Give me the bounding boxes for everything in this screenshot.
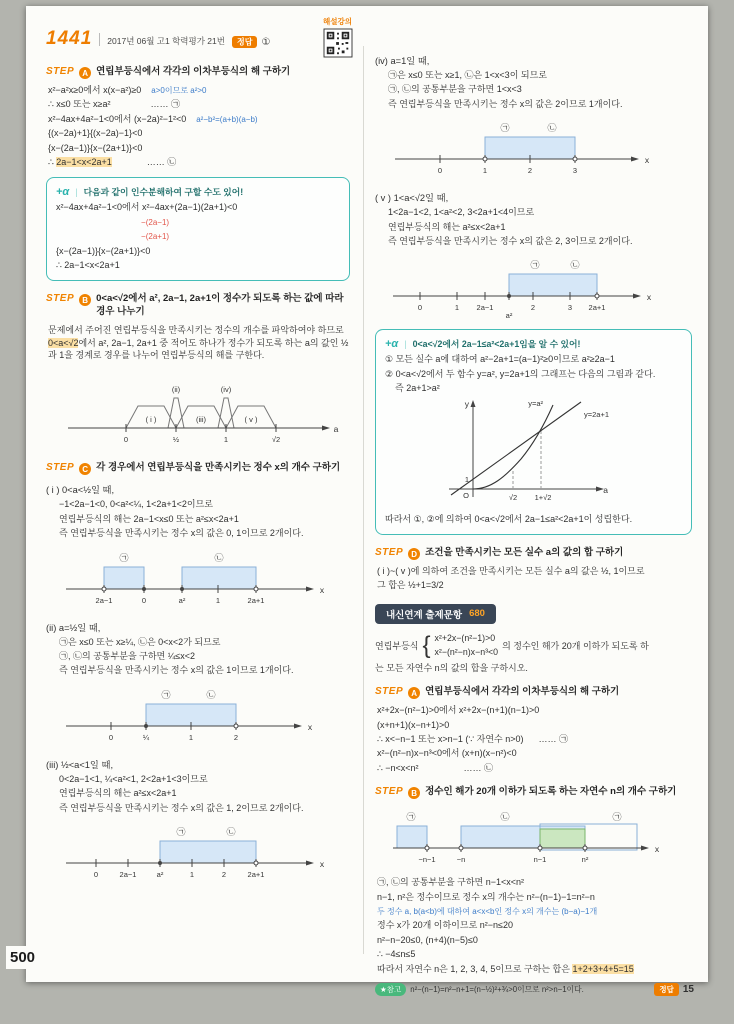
region-label: ㉠	[530, 260, 540, 271]
problem-source: 2017년 06월 고1 학력평가 21번	[107, 36, 225, 46]
plus-alpha-icon: +α	[56, 185, 70, 198]
axis-arrow	[306, 860, 314, 865]
step-label: STEP	[375, 686, 404, 698]
tip-box-header	[56, 185, 340, 198]
tip-box-lines	[385, 353, 682, 394]
tick-label: 3	[567, 303, 573, 313]
step-label: STEP	[375, 786, 404, 798]
text-line: n−1, n²은 정수이므로 정수 x의 개수는 n²−(n−1)−1=n²−n	[377, 891, 595, 902]
region-label: ㉡	[206, 689, 216, 700]
text-line: ∴ 2a−1<x<2a+1 …… ㉡	[48, 157, 177, 168]
text-line: ㉠은 x≤0 또는 x≥¼, ㉡은 0<x<2가 되므로	[59, 636, 221, 647]
step-b2-heading	[375, 786, 694, 799]
two-column-layout	[26, 6, 708, 995]
region-label: ㉡	[226, 826, 236, 837]
step-b-paragraph	[48, 324, 352, 361]
textbook-page	[26, 6, 708, 995]
solution-region	[509, 274, 597, 296]
text-line: 따라서 자연수 n은 1, 2, 3, 4, 5이므로 구하는 합은 1+2+3+4+5=15	[377, 963, 634, 974]
text-line: 즉 연립부등식을 만족시키는 정수 x의 값은 1이므로 1개이다.	[59, 665, 294, 676]
reference-label: 참고	[386, 985, 402, 994]
text-line: ∴ −4≤n≤5	[377, 949, 416, 960]
axis-arrow	[306, 586, 314, 591]
axis-arrow	[641, 846, 649, 851]
tick-label: a²	[178, 595, 186, 605]
tick-label: √2	[508, 492, 518, 502]
tick-label: 0	[141, 595, 147, 605]
tick-label: ½	[172, 435, 180, 445]
region-label: ㉡	[570, 260, 580, 271]
tip-title: 다음과 같이 인수분해하여 구할 수도 있어!	[83, 187, 244, 198]
problem-label: 연립부등식	[375, 641, 419, 651]
case-heading: ( i ) 0<a<½일 때,	[46, 485, 115, 496]
axis-arrow	[322, 426, 330, 431]
tick-label: 1	[482, 166, 488, 176]
region-label: ㉡	[500, 812, 510, 823]
step-letter-badge: B	[408, 787, 420, 799]
closed-endpoint	[142, 587, 146, 591]
case-label: (ii)	[171, 385, 181, 395]
step-a2-solution	[377, 704, 694, 774]
open-endpoint	[102, 587, 106, 591]
case-v	[375, 190, 694, 320]
reference-text: n²−(n−1)=n²−n+1=(n−½)²+¾>0이므로 n²>n−1이다.	[410, 985, 584, 994]
step-label: STEP	[375, 547, 404, 559]
tip-box-lines	[56, 201, 340, 271]
common-region	[540, 829, 585, 848]
tick-label: 0	[123, 435, 129, 445]
text-line: x²−4ax+4a²−1<0에서 x²−4ax+(2a−1)(2a+1)<0	[56, 202, 238, 213]
lecture-label: 해설강의	[323, 17, 352, 26]
axis-arrow	[633, 294, 641, 299]
open-endpoint	[254, 587, 258, 591]
text-line: n²−n−20≤0, (n+4)(n−5)≤0	[377, 934, 478, 945]
tick-label: 0	[437, 166, 443, 176]
text-line: 연립부등식의 해는 2a−1<x≤0 또는 a²≤x<2a+1	[59, 513, 239, 524]
step-a2-heading	[375, 686, 694, 699]
number-line-case-ii	[56, 682, 348, 750]
case-lines	[59, 773, 352, 814]
text-line: x²−(n²−n)x−n³<0에서 (x+n)(x−n²)<0	[377, 748, 517, 759]
step-d-solution	[377, 565, 694, 592]
open-endpoint	[234, 724, 238, 728]
text-line: x²+2x−(n²−1)>0에서 x²+2x−(n+1)(n−1)>0	[377, 705, 540, 716]
final-answer-value: 15	[682, 984, 694, 995]
text-line: 즉 연립부등식을 만족시키는 정수 x의 값은 1, 2이므로 2개이다.	[59, 802, 304, 813]
number-line-case-iii	[56, 819, 348, 887]
line-y-2a-plus-1	[451, 402, 581, 495]
x-axis-label: a	[603, 484, 608, 495]
tick-label: 3	[572, 166, 578, 176]
linked-problem-number: 680	[469, 608, 485, 620]
text-line: ∴ x≤0 또는 x≥a² …… ㉠	[48, 99, 181, 110]
function-graph	[431, 397, 611, 511]
text-line: ② 0<a<√2에서 두 함수 y=a², y=2a+1의 그래프는 다음의 그림과 같다.	[385, 368, 656, 379]
text-line: 그 합은 ½+1=3/2	[377, 580, 444, 591]
text-line: −1<2a−1<0, 0<a²<¼, 1<2a+1<2이므로	[59, 499, 213, 510]
problem-text-continued: 는 모든 자연수 n의 값의 합을 구하시오.	[375, 663, 528, 674]
tick-label: 1	[223, 435, 229, 445]
case-label: (iv)	[220, 385, 232, 395]
tick-label: a²	[505, 311, 513, 321]
inequality-system	[435, 632, 499, 659]
text-line: ㉠은 x≤0 또는 x≥1, ㉡은 1<x<3이 되므로	[388, 70, 547, 80]
case-heading: ( v ) 1<a<√2일 때,	[375, 193, 449, 204]
answer-number: ①	[261, 37, 271, 48]
linked-badge-label: 내신연계 출제문항	[386, 609, 463, 621]
solution-region	[160, 841, 256, 863]
linked-problem-badge	[375, 604, 496, 624]
solution-region	[104, 567, 144, 589]
y-axis-label: y	[464, 398, 469, 409]
tick-label: −n−1	[418, 855, 436, 865]
tick-label: 1	[189, 869, 195, 879]
text-line: ㉠, ㉡의 공통부분을 구하면 n−1<x<n²	[377, 877, 525, 888]
inequality-1: x²+2x−(n²−1)>0	[434, 632, 496, 643]
tip-divider: |	[404, 338, 407, 349]
text-line: ( i )~( v )에 의하여 조건을 만족시키는 모든 실수 a의 값은 ½, 1이므로	[377, 566, 645, 577]
line-label: y=2a+1	[583, 409, 609, 419]
reference-badge	[375, 983, 406, 996]
text-line: ㉠, ㉡의 공통부분을 구하면 1<x<3	[388, 84, 522, 95]
tick-label: 2a+1	[247, 595, 265, 605]
case-label: (iii)	[196, 415, 206, 425]
tick-label: 1+√2	[534, 492, 552, 502]
open-endpoint	[573, 157, 577, 161]
text-line: 연립부등식의 해는 a²≤x<2a+1	[59, 788, 177, 799]
tick-label: 0	[108, 732, 114, 742]
axis-arrow	[631, 157, 639, 162]
text-line: 0<2a−1<1, ¼<a²<1, 2<2a+1<3이므로	[59, 773, 208, 784]
open-endpoint	[254, 861, 258, 865]
inequality-2: x²−(n²−n)x−n³<0	[434, 646, 499, 657]
axis-label: x	[646, 292, 652, 303]
text-line: 문제에서 주어진 연립부등식을 만족시키는 정수의 개수를 파악하여야 하므로 0<a<√2에서 a², 2a−1, 2a+1 중 적어도 하나가 정수가 되도록 하는 a의 값인 ½과 1을 경계로 경우를 나누어 연립부등식의 해를 구한다.	[48, 325, 349, 360]
step-title: 각 경우에서 연립부등식을 만족시키는 정수 x의 개수 구하기	[96, 462, 341, 474]
solution-region	[397, 826, 427, 848]
text-line: 정수 x가 20개 이하이므로 n²−n≤20	[377, 920, 513, 931]
closed-endpoint	[144, 724, 148, 728]
tick-label: 2a+1	[247, 869, 265, 879]
region-label: ㉡	[547, 123, 557, 134]
step-c-heading	[46, 462, 352, 475]
tip-box-factoring	[46, 177, 350, 281]
case-ii	[46, 620, 352, 750]
system-brace: {	[422, 631, 431, 659]
tick-label: 2	[221, 869, 227, 879]
text-line: 연립부등식의 해는 a²≤x<2a+1	[388, 221, 506, 232]
text-line: ∴ 2a−1<x<2a+1	[56, 260, 120, 271]
tick-label: n²	[581, 855, 589, 865]
tick-label: √2	[271, 435, 281, 445]
problem-header	[46, 17, 352, 54]
case-lines	[388, 69, 694, 110]
linked-problem-statement	[375, 632, 694, 659]
text-line: 즉 2a+1>a²	[385, 383, 440, 394]
case-lines	[388, 206, 694, 247]
open-endpoint	[583, 846, 587, 850]
text-line: 두 정수 a, b(a<b)에 대하여 a<x<b인 정수 x의 개수는 (b−a)−1개	[377, 906, 598, 916]
axis-label: x	[307, 721, 313, 732]
tick-label: 2a+1	[588, 303, 606, 313]
text-line: 즉 연립부등식을 만족시키는 정수 x의 값은 2, 3이므로 2개이다.	[388, 236, 633, 247]
y-intercept-label: 1	[464, 474, 469, 484]
text-line: 1<2a−1<2, 1<a²<2, 3<2a+1<4이므로	[388, 207, 535, 218]
step-title: 조건을 만족시키는 모든 실수 a의 값의 합 구하기	[425, 547, 624, 559]
text-line: −(2a+1)	[141, 232, 170, 242]
axis-arrow	[294, 723, 302, 728]
case-iii	[46, 757, 352, 887]
tip-box-inequality	[375, 329, 692, 535]
tick-label: 2a−1	[119, 869, 137, 879]
case-iv	[375, 53, 694, 183]
text-line: x²−4ax+4a²−1<0에서 (x−2a)²−1²<0 a²−b²=(a+b)(a−b)	[48, 113, 258, 124]
tick-label: 1	[454, 303, 460, 313]
tip-box-header	[385, 337, 682, 350]
text-line: 즉 연립부등식을 만족시키는 정수 x의 값은 0, 1이므로 2개이다.	[59, 528, 304, 539]
star-icon: ★	[380, 985, 387, 994]
case-heading: (iii) ½<a<1일 때,	[46, 759, 114, 770]
tick-label: −n	[456, 855, 466, 865]
step-title: 연립부등식에서 각각의 이차부등식의 해 구하기	[96, 66, 291, 77]
step-title: 0<a<√2에서 a², 2a−1, 2a+1이 정수가 되도록 하는 값에 따라 경우 나누기	[96, 293, 344, 318]
tick-label: 0	[417, 303, 423, 313]
step-a-solution	[48, 84, 352, 168]
step-b-heading	[46, 293, 352, 319]
text-line: {(x−2a)+1}{(x−2a)−1}<0	[48, 128, 143, 139]
tick-label: 1	[188, 732, 194, 742]
origin-label: O	[463, 490, 469, 500]
region-label: ㉠	[500, 123, 510, 134]
answer-badge: 정답	[232, 36, 257, 48]
closed-endpoint	[507, 294, 511, 298]
step-label: STEP	[46, 462, 75, 474]
solution-region	[182, 567, 256, 589]
region-label: ㉠	[161, 689, 171, 700]
region-label: ㉠	[176, 826, 186, 837]
case-lines	[59, 636, 352, 677]
step-b2-solution	[377, 876, 694, 975]
header-separator	[99, 33, 100, 46]
text-line: {x−(2a−1)}{x−(2a+1)}<0	[48, 142, 143, 153]
case-heading: (iv) a=1일 때,	[375, 56, 430, 66]
region-label: ㉠	[612, 812, 622, 823]
step-title: 연립부등식에서 각각의 이차부등식의 해 구하기	[425, 686, 620, 698]
step-letter-badge: A	[79, 67, 91, 79]
text-line: (x+n+1)(x−n+1)>0	[377, 719, 450, 730]
case-lines	[59, 498, 352, 539]
text-line: ∴ −n<x<n² …… ㉡	[377, 762, 494, 773]
open-endpoint	[595, 294, 599, 298]
axis-label: x	[644, 155, 650, 166]
tick-label: 2	[233, 732, 239, 742]
right-column	[372, 20, 694, 996]
qr-code	[324, 29, 352, 57]
step-letter-badge: B	[79, 294, 91, 306]
tick-label: 2	[527, 166, 533, 176]
axis-label: x	[319, 858, 325, 869]
tip-divider: |	[75, 186, 78, 197]
tick-label: n−1	[533, 855, 547, 865]
case-split-number-line	[56, 366, 348, 450]
tick-label: 0	[93, 869, 99, 879]
case-i	[46, 482, 352, 612]
open-endpoint	[538, 846, 542, 850]
final-answer-badge: 정답	[654, 983, 679, 996]
tick-label: 2a−1	[95, 595, 113, 605]
page-number: 500	[6, 946, 45, 969]
tick-label: a²	[156, 869, 164, 879]
text-line: ∴ x<−n−1 또는 x>n−1 (∵ 자연수 n>0) …… ㉠	[377, 733, 568, 744]
column-divider	[363, 46, 364, 954]
text-line: {x−(2a−1)}{x−(2a+1)}<0	[56, 245, 151, 256]
axis-label: x	[654, 844, 660, 855]
region-label: ㉠	[119, 552, 129, 563]
number-line-case-iv	[385, 115, 677, 183]
tick-label: 2a−1	[476, 303, 494, 313]
text-line: x²−a²x≥0에서 x(x−a²)≥0 a>0이므로 a²>0	[48, 85, 207, 95]
problem-text: 의 정수인 해가 20개 이하가 되도록 하	[502, 641, 649, 651]
axis-label: x	[319, 584, 325, 595]
curve-label: y=a²	[528, 398, 543, 408]
case-heading: (ii) a=½일 때,	[46, 622, 101, 633]
text-line: −(2a−1)	[141, 217, 170, 227]
tip-footer: 따라서 ①, ②에 의하여 0<a<√2에서 2a−1≤a²<2a+1이 성립한다.	[385, 513, 633, 524]
step-letter-badge: C	[79, 463, 91, 475]
step-title: 정수인 해가 20개 이하가 되도록 하는 자연수 n의 개수 구하기	[425, 786, 677, 798]
open-endpoint	[459, 846, 463, 850]
open-endpoint	[425, 846, 429, 850]
tick-label: ¼	[142, 732, 150, 742]
closed-endpoint	[180, 587, 184, 591]
closed-endpoint	[158, 861, 162, 865]
region-label: ㉠	[406, 812, 416, 823]
case-label: ( v )	[244, 415, 258, 425]
y-axis-arrow	[471, 400, 476, 407]
step-d-heading	[375, 547, 694, 560]
number-line-case-i	[56, 545, 348, 613]
tip-title: 0<a<√2에서 2a−1≤a²<2a+1임을 알 수 있어!	[412, 339, 581, 350]
lecture-qr-block	[323, 16, 352, 59]
step-letter-badge: D	[408, 548, 420, 560]
plus-alpha-icon: +α	[385, 337, 399, 350]
problem-number: 1441	[46, 28, 93, 49]
tick-label: 2	[530, 303, 536, 313]
text-line: ① 모든 실수 a에 대하여 a²−2a+1=(a−1)²≥0이므로 a²≥2a−1	[385, 354, 615, 365]
step-a-heading	[46, 66, 352, 79]
left-column	[46, 17, 358, 894]
axis-label: a	[333, 424, 339, 435]
text-line: 즉 연립부등식을 만족시키는 정수 x의 값은 2이므로 1개이다.	[388, 98, 623, 109]
tick-label: 1	[215, 595, 221, 605]
number-line-case-v	[385, 252, 677, 320]
case-label: ( i )	[145, 415, 157, 425]
reference-row	[375, 983, 694, 996]
step-letter-badge: A	[408, 687, 420, 699]
open-endpoint	[483, 157, 487, 161]
region-label: ㉡	[214, 552, 224, 563]
number-line-natural-n	[385, 804, 685, 872]
step-label: STEP	[46, 66, 75, 77]
step-label: STEP	[46, 293, 75, 305]
text-line: ㉠, ㉡의 공통부분을 구하면 ¼≤x<2	[59, 650, 195, 661]
